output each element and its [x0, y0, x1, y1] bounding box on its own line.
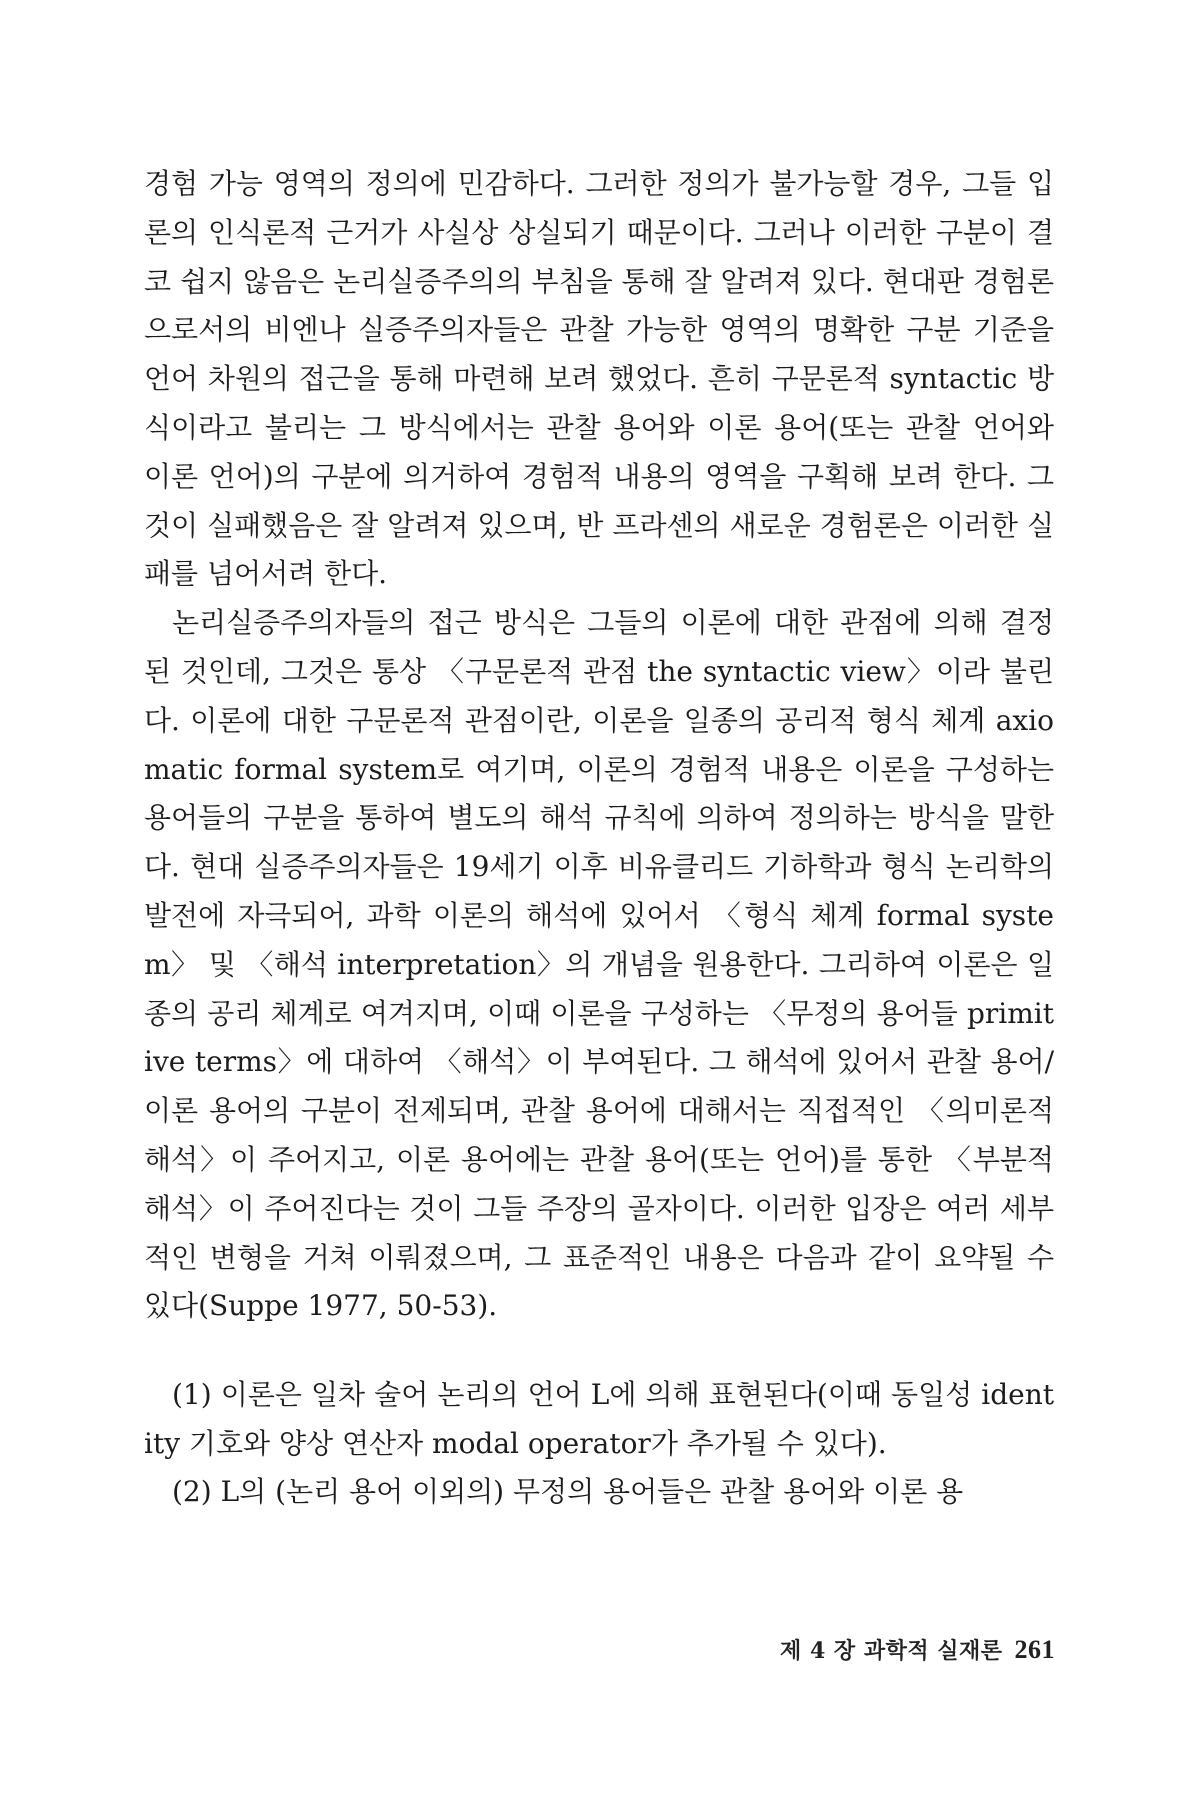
- page-footer: [780, 1634, 1055, 1665]
- numbered-list: [144, 1371, 1054, 1517]
- chapter-title: 제 4 장 과학적 실재론: [780, 1638, 1003, 1664]
- paragraph-1: 경험 가능 영역의 정의에 민감하다. 그러한 정의가 불가능할 경우, 그들 입론의 인식론적 근거가 사실상 상실되기 때문이다. 그러나 이러한 구분이 결코 쉽지 않음은 논리실증주의의 부침을 통해 잘 알려져 있다. 현대판 경험론으로서의 비엔나 실증주의자들은 관찰 가능한 영역의 명확한 구분 기준을 언어 차원의 접근을 통해 마련해 보려 했었다. 흔히 구문론적 syntactic 방식이라고 불리는 그 방식에서는 관찰 용어와 이론 용어(또는 관찰 언어와 이론 언어)의 구분에 의거하여 경험적 내용의 영역을 구획해 보려 한다. 그것이 실패했음은 잘 알려져 있으며, 반 프라센의 새로운 경험론은 이러한 실패를 넘어서려 한다.: [144, 167, 1054, 591]
- list-item-1: (1) 이론은 일차 술어 논리의 언어 L에 의해 표현된다(이때 동일성 identity 기호와 양상 연산자 modal operator가 추가될 수 있다).: [144, 1378, 1054, 1460]
- paragraph-2: 논리실증주의자들의 접근 방식은 그들의 이론에 대한 관점에 의해 결정된 것인데, 그것은 통상 〈구문론적 관점 the syntactic view〉이라 불린다. 이론에 대한 구문론적 관점이란, 이론을 일종의 공리적 형식 체계 axiomatic formal system로 여기며, 이론의 경험적 내용은 이론을 구성하는 용어들의 구분을 통하여 별도의 해석 규칙에 의하여 정의하는 방식을 말한다. 현대 실증주의자들은 19세기 이후 비유클리드 기하학과 형식 논리학의 발전에 자극되어, 과학 이론의 해석에 있어서 〈형식 체계 formal system〉 및 〈해석 interpretation〉의 개념을 원용한다. 그리하여 이론은 일종의 공리 체계로 여겨지며, 이때 이론을 구성하는 〈무정의 용어들 primitive terms〉에 대하여 〈해석〉이 부여된다. 그 해석에 있어서 관찰 용어/이론 용어의 구분이 전제되며, 관찰 용어에 대해서는 직접적인 〈의미론적 해석〉이 주어지고, 이론 용어에는 관찰 용어(또는 언어)를 통한 〈부분적 해석〉이 주어진다는 것이 그들 주장의 골자이다. 이러한 입장은 여러 세부적인 변형을 거쳐 이뤄졌으며, 그 표준적인 내용은 다음과 같이 요약될 수 있다(Suppe 1977, 50-53).: [144, 606, 1055, 1323]
- list-item-2: (2) L의 (논리 용어 이외의) 무정의 용어들은 관찰 용어와 이론 용: [172, 1475, 964, 1509]
- page-number: 261: [1014, 1635, 1055, 1664]
- body-text: [144, 160, 1054, 1517]
